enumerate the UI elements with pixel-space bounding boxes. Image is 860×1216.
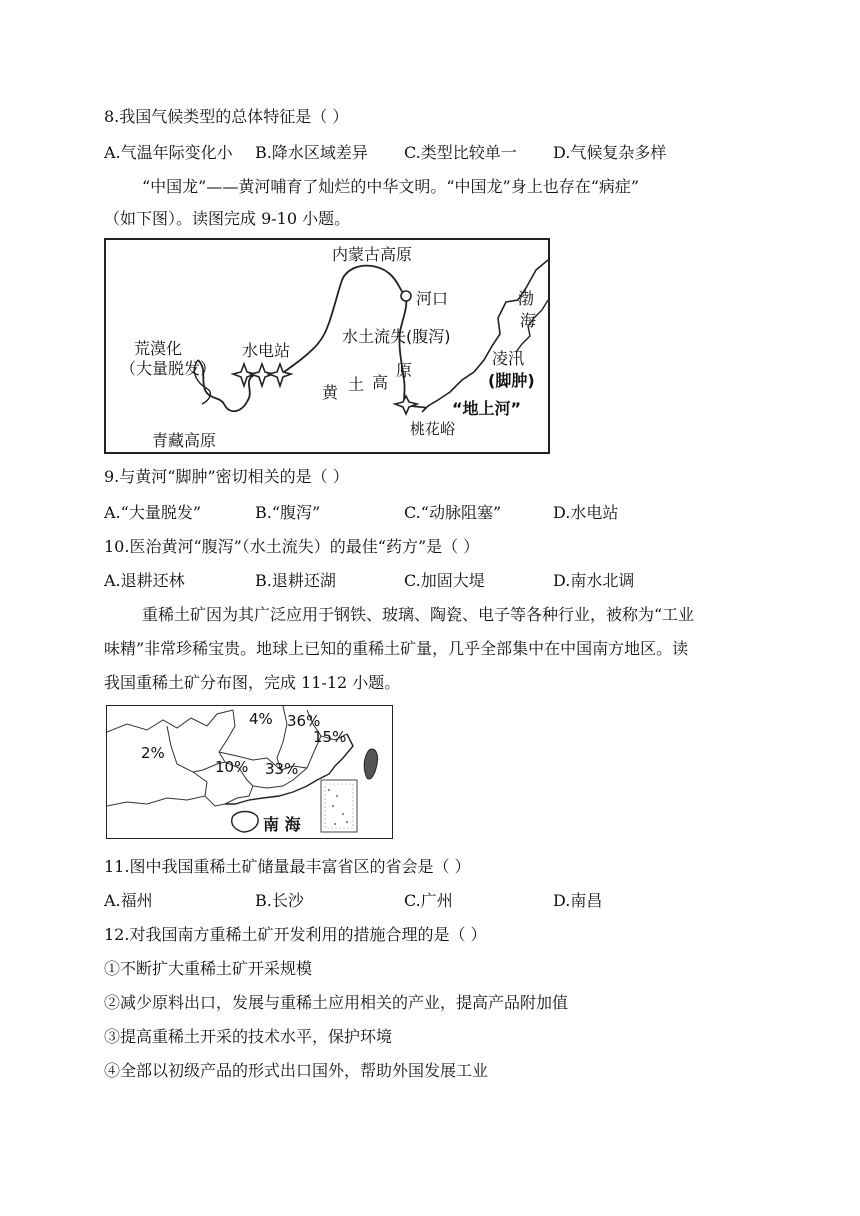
question-12-item-2: ②减少原料出口，发展与重稀土应用相关的产业，提高产品附加值 bbox=[104, 993, 569, 1012]
label-soil-erosion: 水土流失(腹泻) bbox=[342, 327, 451, 346]
question-9-option-d: D.水电站 bbox=[553, 503, 619, 522]
intro-yellow-river-line-2: （如下图）。读图完成 9-10 小题。 bbox=[104, 209, 351, 228]
question-9-option-c: C.“动脉阻塞” bbox=[404, 503, 502, 522]
label-loess-3: 高 bbox=[372, 373, 389, 392]
label-bohai-2: 海 bbox=[520, 311, 537, 330]
question-10-option-d: D.南水北调 bbox=[553, 571, 635, 590]
pct-yunnan: 2% bbox=[141, 744, 165, 762]
pct-jiangxi: 4% bbox=[249, 710, 273, 728]
label-qinghai-tibet: 青藏高原 bbox=[152, 431, 217, 450]
question-10-option-c: C.加固大堤 bbox=[404, 571, 485, 590]
label-bohai-1: 渤 bbox=[518, 289, 535, 308]
label-elevated-river: “地上河” bbox=[452, 399, 522, 418]
pct-jiangxi-main: 36% bbox=[287, 712, 321, 730]
question-8-option-a: A.气温年际变化小 bbox=[104, 143, 233, 162]
question-10-option-b: B.退耕还湖 bbox=[255, 571, 336, 590]
intro-rare-earth-line-3: 我国重稀土矿分布图，完成 11-12 小题。 bbox=[104, 673, 401, 692]
hekou-marker bbox=[401, 291, 411, 301]
question-8-stem: 8.我国气候类型的总体特征是（ ） bbox=[104, 107, 349, 126]
yellow-river-map-drawing bbox=[106, 240, 548, 452]
intro-yellow-river-line-1: “中国龙”——黄河哺育了灿烂的中华文明。“中国龙”身上也存在“病症” bbox=[142, 177, 640, 196]
intro-rare-earth-line-2: 味精”非常珍稀宝贵。地球上已知的重稀土矿量，几乎全部集中在中国南方地区。读 bbox=[104, 639, 689, 658]
label-loess-1: 黄 bbox=[322, 383, 339, 402]
label-hekou: 河口 bbox=[416, 289, 449, 308]
question-11-option-c: C.广州 bbox=[404, 891, 453, 910]
hainan-island bbox=[232, 812, 258, 833]
intro-rare-earth-line-1: 重稀土矿因为其广泛应用于钢铁、玻璃、陶瓷、电子等各种行业，被称为“工业 bbox=[142, 605, 695, 624]
question-9-option-b: B.“腹泻” bbox=[255, 503, 321, 522]
label-taohuayu: 桃花峪 bbox=[410, 420, 456, 438]
label-swelling: (脚肿) bbox=[488, 371, 535, 390]
question-12-item-4: ④全部以初级产品的形式出口国外，帮助外国发展工业 bbox=[104, 1061, 489, 1080]
label-south-sea: 南 海 bbox=[263, 815, 301, 834]
taiwan-island bbox=[364, 749, 377, 779]
label-hair-loss: （大量脱发） bbox=[120, 359, 217, 378]
south-china-sea-inset bbox=[321, 780, 357, 832]
rare-earth-map-drawing bbox=[107, 706, 391, 837]
label-loess-2: 土 bbox=[348, 375, 365, 394]
pct-guangdong: 33% bbox=[265, 760, 299, 778]
pct-fujian: 15% bbox=[313, 728, 347, 746]
question-10-stem: 10.医治黄河“腹泻”（水土流失）的最佳“药方”是（ ） bbox=[104, 537, 480, 556]
label-hydro-station: 水电站 bbox=[242, 341, 291, 360]
question-9-stem: 9.与黄河“脚肿”密切相关的是（ ） bbox=[104, 467, 349, 486]
pct-guangxi: 10% bbox=[215, 758, 249, 776]
question-11-option-a: A.福州 bbox=[104, 891, 153, 910]
question-11-option-d: D.南昌 bbox=[553, 891, 603, 910]
question-10-option-a: A.退耕还林 bbox=[104, 571, 185, 590]
question-8-option-d: D.气候复杂多样 bbox=[553, 143, 667, 162]
label-inner-mongolia: 内蒙古高原 bbox=[332, 245, 413, 264]
question-11-stem: 11.图中我国重稀土矿储量最丰富省区的省会是（ ） bbox=[104, 857, 471, 876]
label-loess-4: 原 bbox=[396, 361, 413, 380]
question-12-item-3: ③提高重稀土开采的技术水平，保护环境 bbox=[104, 1027, 393, 1046]
question-12-stem: 12.对我国南方重稀土矿开发利用的措施合理的是（ ） bbox=[104, 925, 487, 944]
rare-earth-map bbox=[106, 705, 393, 839]
label-desertification: 荒漠化 bbox=[134, 339, 183, 358]
question-8-option-c: C.类型比较单一 bbox=[404, 143, 517, 162]
yellow-river-map bbox=[104, 238, 550, 454]
label-ice-flood: 凌汛 bbox=[492, 349, 525, 368]
question-12-item-1: ①不断扩大重稀土矿开采规模 bbox=[104, 959, 313, 978]
question-11-option-b: B.长沙 bbox=[255, 891, 304, 910]
question-9-option-a: A.“大量脱发” bbox=[104, 503, 202, 522]
question-8-option-b: B.降水区域差异 bbox=[255, 143, 368, 162]
